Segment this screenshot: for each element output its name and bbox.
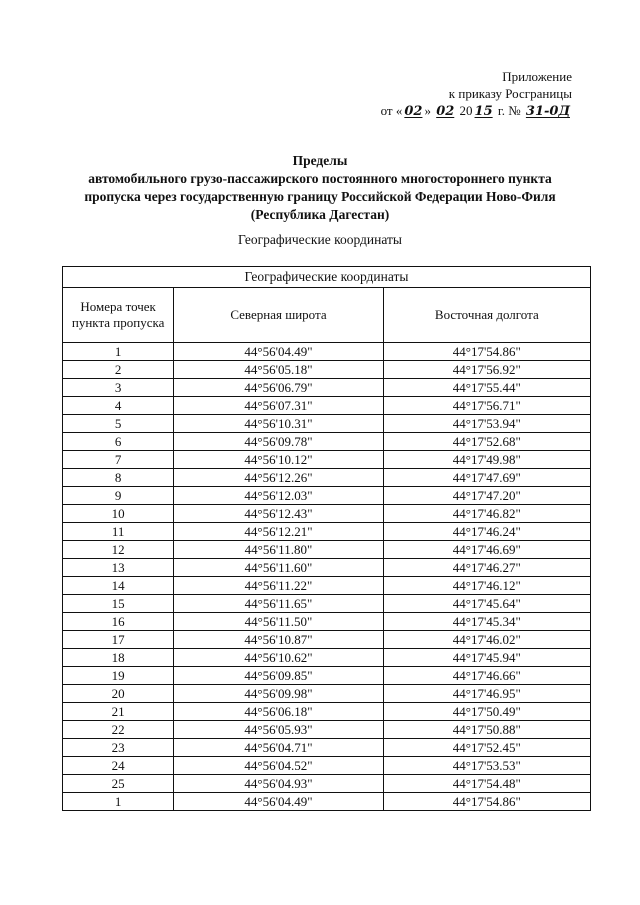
table-row [63, 433, 591, 451]
coordinates-table [62, 266, 591, 811]
cell-longitude: 44°17'46.12" [383, 577, 590, 595]
order-number: 31-0Д [525, 104, 570, 119]
cell-longitude: 44°17'55.44" [383, 379, 590, 397]
cell-latitude: 44°56'11.60" [174, 559, 383, 577]
order-day: 02 [404, 104, 423, 119]
cell-point-number: 10 [63, 505, 174, 523]
cell-point-number: 1 [63, 343, 174, 361]
table-row [63, 523, 591, 541]
col-header-latitude: Северная широта [174, 288, 383, 343]
table-row [63, 559, 591, 577]
order-year-suffix: 15 [474, 104, 493, 119]
document-title [0, 152, 640, 224]
cell-latitude: 44°56'05.18" [174, 361, 383, 379]
cell-latitude: 44°56'04.71" [174, 739, 383, 757]
cell-latitude: 44°56'12.03" [174, 487, 383, 505]
title-line-4: (Республика Дагестан) [250, 207, 390, 222]
table-row [63, 649, 591, 667]
cell-longitude: 44°17'54.86" [383, 343, 590, 361]
cell-latitude: 44°56'12.43" [174, 505, 383, 523]
table-row [63, 415, 591, 433]
table-group-header: Географические координаты [63, 267, 591, 288]
order-mid: » [424, 103, 435, 118]
cell-longitude: 44°17'54.48" [383, 775, 590, 793]
order-month: 02 [436, 104, 455, 119]
cell-longitude: 44°17'47.20" [383, 487, 590, 505]
cell-longitude: 44°17'46.82" [383, 505, 590, 523]
cell-latitude: 44°56'10.12" [174, 451, 383, 469]
appendix-label: Приложение [502, 69, 572, 84]
table-row [63, 577, 591, 595]
cell-longitude: 44°17'46.27" [383, 559, 590, 577]
cell-longitude: 44°17'56.92" [383, 361, 590, 379]
col-header-point-number: Номера точек пункта пропуска [63, 288, 174, 343]
cell-point-number: 21 [63, 703, 174, 721]
cell-longitude: 44°17'45.64" [383, 595, 590, 613]
cell-longitude: 44°17'46.24" [383, 523, 590, 541]
cell-point-number: 25 [63, 775, 174, 793]
table-row [63, 685, 591, 703]
cell-latitude: 44°56'11.22" [174, 577, 383, 595]
cell-latitude: 44°56'04.52" [174, 757, 383, 775]
cell-point-number: 3 [63, 379, 174, 397]
title-line-2: автомобильного грузо-пассажирского постоянного многостороннего пункта [88, 171, 552, 186]
order-date-number [381, 102, 572, 120]
table-row [63, 397, 591, 415]
table-row [63, 469, 591, 487]
cell-longitude: 44°17'53.53" [383, 757, 590, 775]
cell-point-number: 18 [63, 649, 174, 667]
cell-point-number: 23 [63, 739, 174, 757]
table-row [63, 793, 591, 811]
cell-point-number: 24 [63, 757, 174, 775]
cell-longitude: 44°17'45.34" [383, 613, 590, 631]
table-row [63, 775, 591, 793]
cell-point-number: 1 [63, 793, 174, 811]
cell-latitude: 44°56'04.49" [174, 793, 383, 811]
cell-latitude: 44°56'10.62" [174, 649, 383, 667]
cell-latitude: 44°56'05.93" [174, 721, 383, 739]
cell-point-number: 5 [63, 415, 174, 433]
order-prefix: от « [380, 103, 403, 118]
cell-point-number: 6 [63, 433, 174, 451]
cell-latitude: 44°56'10.87" [174, 631, 383, 649]
cell-latitude: 44°56'06.79" [174, 379, 383, 397]
cell-latitude: 44°56'06.18" [174, 703, 383, 721]
appendix-block [381, 68, 572, 120]
cell-point-number: 4 [63, 397, 174, 415]
table-row [63, 451, 591, 469]
cell-longitude: 44°17'45.94" [383, 649, 590, 667]
cell-point-number: 22 [63, 721, 174, 739]
table-row [63, 595, 591, 613]
table-row [63, 667, 591, 685]
table-body [63, 343, 591, 811]
cell-point-number: 9 [63, 487, 174, 505]
cell-longitude: 44°17'53.94" [383, 415, 590, 433]
cell-point-number: 20 [63, 685, 174, 703]
cell-point-number: 13 [63, 559, 174, 577]
cell-longitude: 44°17'52.45" [383, 739, 590, 757]
cell-latitude: 44°56'11.50" [174, 613, 383, 631]
cell-latitude: 44°56'09.98" [174, 685, 383, 703]
document-subtitle: Географические координаты [238, 232, 402, 247]
cell-longitude: 44°17'46.69" [383, 541, 590, 559]
table-row [63, 613, 591, 631]
cell-longitude: 44°17'50.49" [383, 703, 590, 721]
cell-latitude: 44°56'09.85" [174, 667, 383, 685]
cell-point-number: 2 [63, 361, 174, 379]
table-row [63, 721, 591, 739]
appendix-order-ref: к приказу Росграницы [448, 86, 572, 101]
table-row [63, 487, 591, 505]
cell-latitude: 44°56'09.78" [174, 433, 383, 451]
cell-point-number: 8 [63, 469, 174, 487]
table-row [63, 631, 591, 649]
cell-longitude: 44°17'56.71" [383, 397, 590, 415]
title-line-3: пропуска через государственную границу Российской Федерации Ново-Филя [84, 189, 556, 204]
cell-longitude: 44°17'49.98" [383, 451, 590, 469]
cell-longitude: 44°17'46.95" [383, 685, 590, 703]
cell-latitude: 44°56'04.93" [174, 775, 383, 793]
cell-latitude: 44°56'11.80" [174, 541, 383, 559]
table-row [63, 505, 591, 523]
cell-point-number: 12 [63, 541, 174, 559]
table-row [63, 541, 591, 559]
table-row [63, 757, 591, 775]
cell-latitude: 44°56'12.21" [174, 523, 383, 541]
cell-longitude: 44°17'50.88" [383, 721, 590, 739]
table-row [63, 379, 591, 397]
cell-point-number: 17 [63, 631, 174, 649]
cell-longitude: 44°17'52.68" [383, 433, 590, 451]
cell-point-number: 19 [63, 667, 174, 685]
table-row [63, 361, 591, 379]
cell-latitude: 44°56'07.31" [174, 397, 383, 415]
title-line-1: Пределы [292, 153, 348, 168]
order-number-prefix: г. № [494, 103, 524, 118]
cell-point-number: 14 [63, 577, 174, 595]
cell-longitude: 44°17'46.66" [383, 667, 590, 685]
table-row [63, 343, 591, 361]
cell-point-number: 7 [63, 451, 174, 469]
cell-latitude: 44°56'10.31" [174, 415, 383, 433]
cell-longitude: 44°17'47.69" [383, 469, 590, 487]
cell-point-number: 11 [63, 523, 174, 541]
table-row [63, 703, 591, 721]
cell-latitude: 44°56'11.65" [174, 595, 383, 613]
col-header-longitude: Восточная долгота [383, 288, 590, 343]
cell-latitude: 44°56'04.49" [174, 343, 383, 361]
table-row [63, 739, 591, 757]
cell-point-number: 16 [63, 613, 174, 631]
cell-longitude: 44°17'46.02" [383, 631, 590, 649]
cell-latitude: 44°56'12.26" [174, 469, 383, 487]
order-year-prefix: 20 [456, 103, 473, 118]
cell-longitude: 44°17'54.86" [383, 793, 590, 811]
cell-point-number: 15 [63, 595, 174, 613]
